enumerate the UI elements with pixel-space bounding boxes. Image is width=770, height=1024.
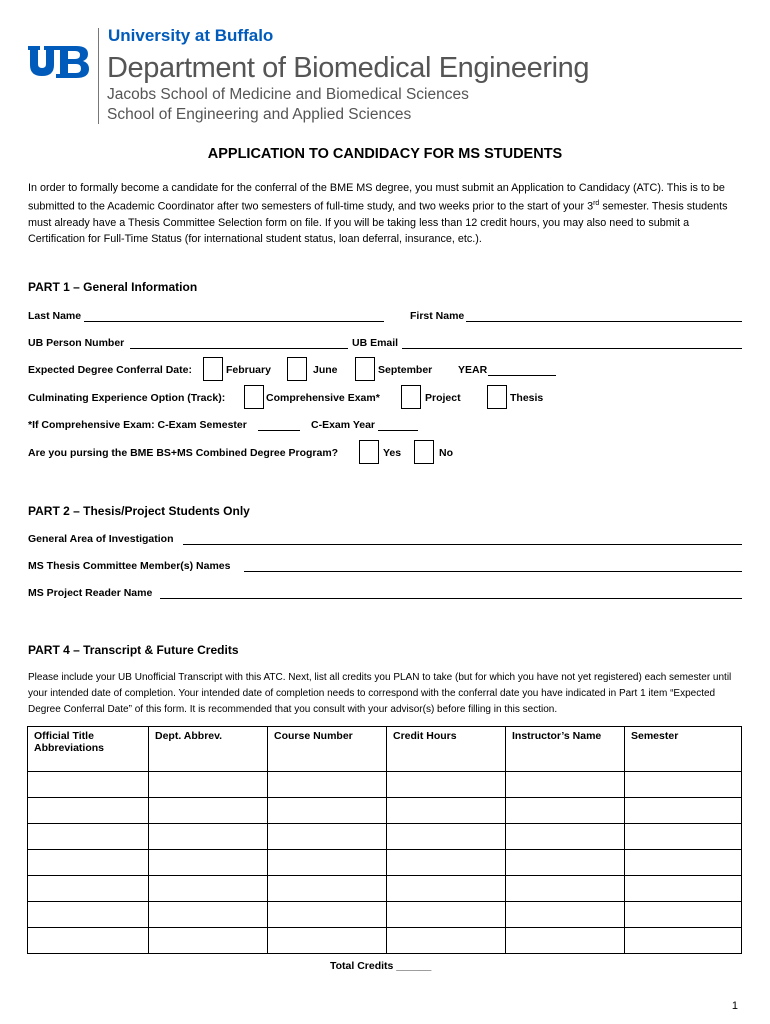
table-cell[interactable] [268, 824, 387, 850]
table-cell[interactable] [387, 876, 506, 902]
culminating-label: Culminating Experience Option (Track): [28, 392, 226, 404]
part2-heading: PART 2 – Thesis/Project Students Only [28, 504, 250, 518]
cexam-semester-field[interactable] [258, 430, 300, 431]
table-cell[interactable] [28, 798, 149, 824]
col-credit-hours: Credit Hours [387, 727, 506, 772]
table-cell[interactable] [625, 798, 742, 824]
col-course-number: Course Number [268, 727, 387, 772]
person-number-label: UB Person Number [28, 337, 125, 349]
table-cell[interactable] [28, 824, 149, 850]
table-cell[interactable] [149, 850, 268, 876]
table-cell[interactable] [506, 824, 625, 850]
yes-label: Yes [383, 447, 402, 459]
part1-heading: PART 1 – General Information [28, 280, 198, 294]
table-cell[interactable] [387, 850, 506, 876]
university-name: University at Buffalo [108, 26, 274, 45]
col-dept-abbrev: Dept. Abbrev. [149, 727, 268, 772]
table-cell[interactable] [387, 902, 506, 928]
reader-field[interactable] [160, 598, 742, 599]
general-area-field[interactable] [183, 544, 742, 545]
col-semester: Semester [625, 727, 742, 772]
credits-table [27, 726, 742, 954]
year-field[interactable] [488, 375, 556, 376]
committee-field[interactable] [244, 571, 742, 572]
february-checkbox[interactable] [203, 357, 223, 381]
no-checkbox[interactable] [414, 440, 434, 464]
table-cell[interactable] [506, 902, 625, 928]
table-cell[interactable] [28, 772, 149, 798]
table-cell[interactable] [387, 928, 506, 954]
col-instructor: Instructor’s Name [506, 727, 625, 772]
table-cell[interactable] [268, 876, 387, 902]
june-label: June [313, 364, 338, 376]
yes-checkbox[interactable] [359, 440, 379, 464]
table-cell[interactable] [149, 902, 268, 928]
table-row [28, 772, 742, 798]
june-checkbox[interactable] [287, 357, 307, 381]
cexam-semester-label: *If Comprehensive Exam: C-Exam Semester [28, 419, 247, 431]
person-number-field[interactable] [130, 348, 348, 349]
table-cell[interactable] [268, 850, 387, 876]
table-cell[interactable] [149, 798, 268, 824]
first-name-label: First Name [410, 310, 465, 322]
form-title: APPLICATION TO CANDIDACY FOR MS STUDENTS [207, 146, 563, 162]
table-cell[interactable] [506, 876, 625, 902]
no-label: No [439, 447, 453, 459]
year-label: YEAR [458, 364, 488, 376]
september-checkbox[interactable] [355, 357, 375, 381]
table-cell[interactable] [268, 928, 387, 954]
part4-instructions: Please include your UB Unofficial Transcript with this ATC. Next, list all credits you PLAN to take (but for which you have not yet registered) each semester until your intended date of completion. Your intended date of completion needs to correspond with the conferral date you have indicated in Part 1 item “Expected Degree Conferral Date” of this form. It is recommended that you consult with your advisor(s) before filling in this section. [28, 672, 732, 715]
project-label: Project [425, 392, 461, 404]
intro-paragraph: In order to formally become a candidate for the conferral of the BME MS degree, you must submit an Application to Candidacy (ATC). This is to be submitted to the Academic Coordinator after two semesters of full-time study, and two weeks prior to the start of your 3rd semester. Thesis students must already have a Thesis Committee Selection form on file. If you will be taking less than 12 credit hours, you may also need to submit a Certification for Full-Time Status (for international student status, loan deferral, insurance, etc.). [28, 182, 728, 245]
thesis-label: Thesis [510, 392, 544, 404]
table-cell[interactable] [149, 876, 268, 902]
table-cell[interactable] [506, 772, 625, 798]
september-label: September [378, 364, 433, 376]
comprehensive-checkbox[interactable] [244, 385, 264, 409]
header-divider [98, 28, 99, 124]
last-name-field[interactable] [84, 321, 384, 322]
degree-date-label: Expected Degree Conferral Date: [28, 364, 192, 376]
ub-email-field[interactable] [402, 348, 742, 349]
table-cell[interactable] [268, 902, 387, 928]
table-header-row [28, 727, 742, 772]
ub-logo-b [56, 46, 89, 78]
table-cell[interactable] [149, 772, 268, 798]
table-cell[interactable] [149, 824, 268, 850]
table-cell[interactable] [387, 824, 506, 850]
col-official-title: Official Title Abbreviations [28, 727, 149, 772]
part4-heading: PART 4 – Transcript & Future Credits [28, 643, 239, 657]
table-cell[interactable] [268, 772, 387, 798]
table-cell[interactable] [506, 798, 625, 824]
ub-logo-u [28, 46, 56, 76]
ub-logo [26, 44, 92, 80]
school-name-1: Jacobs School of Medicine and Biomedical Sciences [107, 86, 469, 103]
first-name-field[interactable] [466, 321, 742, 322]
table-cell[interactable] [28, 902, 149, 928]
table-row [28, 928, 742, 954]
last-name-label: Last Name [28, 310, 82, 322]
table-cell[interactable] [268, 798, 387, 824]
reader-label: MS Project Reader Name [28, 587, 153, 599]
table-cell[interactable] [625, 876, 742, 902]
february-label: February [226, 364, 271, 376]
ub-email-label: UB Email [352, 337, 399, 349]
committee-label: MS Thesis Committee Member(s) Names [28, 560, 231, 572]
comprehensive-label: Comprehensive Exam* [266, 392, 380, 404]
table-cell[interactable] [28, 850, 149, 876]
table-cell[interactable] [387, 798, 506, 824]
table-cell[interactable] [387, 772, 506, 798]
table-cell[interactable] [506, 850, 625, 876]
table-row [28, 902, 742, 928]
page-number: 1 [731, 1000, 738, 1012]
table-cell[interactable] [506, 928, 625, 954]
cexam-year-label: C-Exam Year [311, 419, 376, 431]
table-row [28, 850, 742, 876]
department-name: Department of Biomedical Engineering [107, 52, 590, 84]
project-checkbox[interactable] [401, 385, 421, 409]
table-cell[interactable] [625, 850, 742, 876]
combined-label: Are you pursing the BME BS+MS Combined Degree Program? [28, 447, 339, 459]
table-row [28, 824, 742, 850]
thesis-checkbox[interactable] [487, 385, 507, 409]
table-cell[interactable] [28, 876, 149, 902]
table-cell[interactable] [625, 902, 742, 928]
table-cell[interactable] [625, 772, 742, 798]
school-name-2: School of Engineering and Applied Sciences [107, 106, 412, 123]
table-cell[interactable] [28, 928, 149, 954]
table-cell[interactable] [625, 928, 742, 954]
cexam-year-field[interactable] [378, 430, 418, 431]
table-row [28, 876, 742, 902]
table-cell[interactable] [625, 824, 742, 850]
general-area-label: General Area of Investigation [28, 533, 174, 545]
total-credits: Total Credits ______ [330, 960, 432, 972]
table-row [28, 798, 742, 824]
table-cell[interactable] [149, 928, 268, 954]
